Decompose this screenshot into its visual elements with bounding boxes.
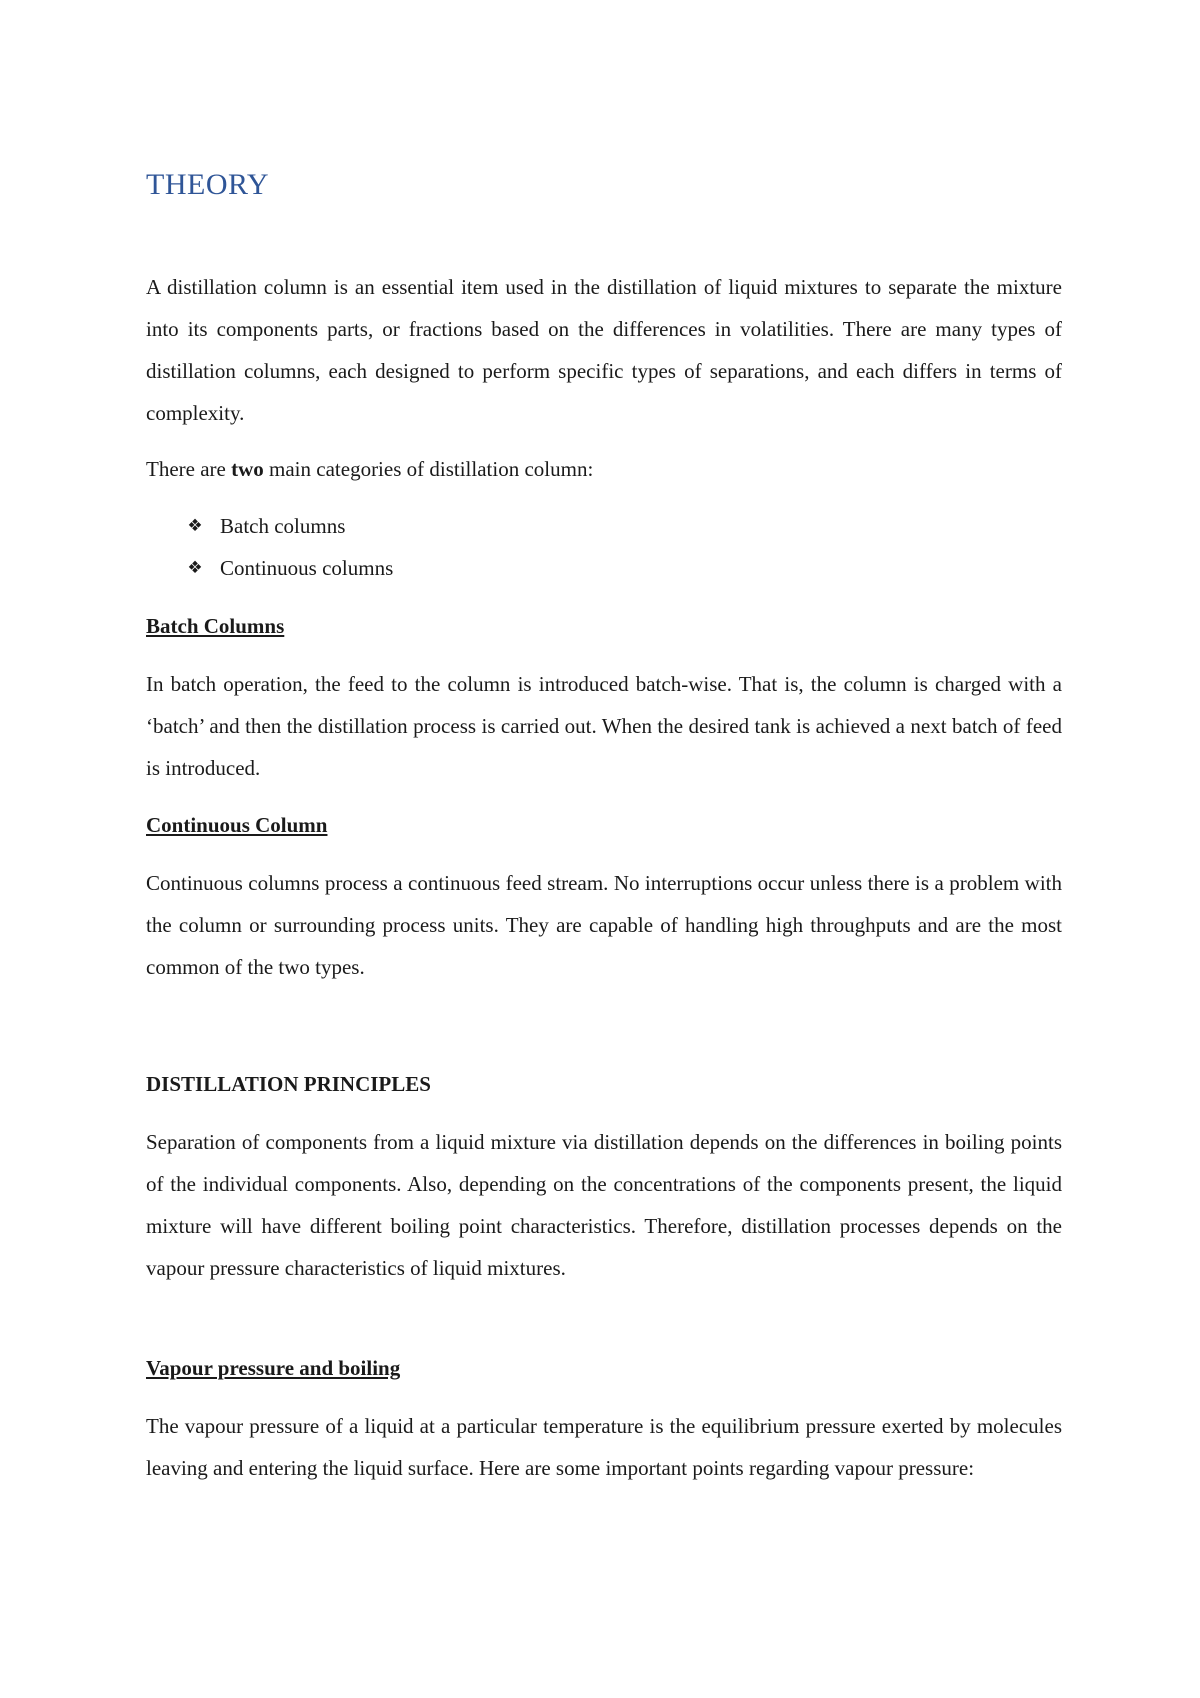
categories-count: two xyxy=(231,457,264,481)
distillation-principles-paragraph: Separation of components from a liquid mixture via distillation depends on the differences in boiling points of the individual components. Also, depending on the concentrations of the components present, the liquid mixture will have different boiling point characteristics. Therefore, distillation processes depends on the vapour pressure characteristics of liquid mixtures. xyxy=(146,1130,1062,1280)
distillation-principles-heading: DISTILLATION PRINCIPLES xyxy=(146,1072,431,1096)
vapour-pressure-paragraph: The vapour pressure of a liquid at a particular temperature is the equilibrium pressure exerted by molecules leaving and entering the liquid surface. Here are some important points regarding vapour pressure: xyxy=(146,1414,1062,1480)
batch-columns-paragraph: In batch operation, the feed to the column is introduced batch-wise. That is, the column is charged with a ‘batch’ and then the distillation process is carried out. When the desired tank is achieved a next batch of feed is introduced. xyxy=(146,672,1062,780)
continuous-column-heading: Continuous Column xyxy=(146,813,328,837)
intro-paragraph: A distillation column is an essential item used in the distillation of liquid mixtures to separate the mixture into its components parts, or fractions based on the differences in volatilities. There are many types of distillation columns, each designed to perform specific types of separations, and each differs in terms of complexity. xyxy=(146,275,1062,425)
list-item-label: Continuous columns xyxy=(220,556,394,580)
categories-paragraph xyxy=(146,448,1062,490)
categories-text-end: main categories of distillation column: xyxy=(263,457,594,481)
categories-text-start: There are xyxy=(146,457,232,481)
list-item-label: Batch columns xyxy=(220,514,346,538)
list-item xyxy=(184,547,393,589)
page-title: THEORY xyxy=(146,168,269,201)
diamond-bullet-icon: ❖ xyxy=(187,558,203,578)
categories-list xyxy=(184,505,393,589)
continuous-column-paragraph: Continuous columns process a continuous feed stream. No interruptions occur unless there is a problem with the column or surrounding process units. They are capable of handling high throughputs and are the most common of the two types. xyxy=(146,871,1062,979)
vapour-pressure-heading: Vapour pressure and boiling xyxy=(146,1356,401,1380)
list-item xyxy=(184,505,393,547)
diamond-bullet-icon: ❖ xyxy=(187,516,203,536)
batch-columns-heading: Batch Columns xyxy=(146,614,285,638)
